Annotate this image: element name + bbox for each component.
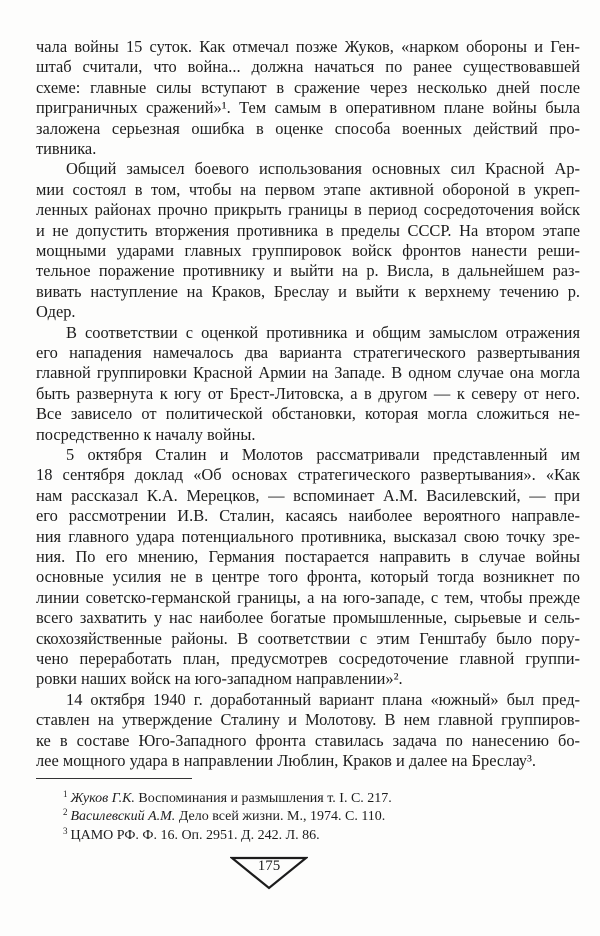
text-line: схеме: главные силы вступают в сражение через несколько дней после [36, 77, 580, 97]
footnote-text: ЦАМО РФ. Ф. 16. Оп. 2951. Д. 242. Л. 86. [70, 828, 320, 843]
text-line: скохозяйственные районы. В соответствии с этим Генштабу было пору- [36, 628, 580, 648]
text-line: мии состоял в том, чтобы на первом этапе активной обороной в укреп- [36, 179, 580, 199]
text-line: приграничных сражений»¹. Тем самым в оперативном плане войны была [36, 98, 580, 118]
text-line: В соответствии с оценкой противника и общим замыслом отражения [66, 322, 580, 342]
text-line: чала войны 15 суток. Как отмечал позже Жуков, «нарком обороны и Ген- [36, 37, 580, 56]
footnote-number: 1 [63, 789, 68, 799]
text-line: его нападения намечалось два варианта стратегического развертывания [36, 343, 580, 362]
text-line: его рассмотрении И.В. Сталин, касаясь наиболее вероятного направле- [36, 506, 580, 526]
text-line: ленных районах прочно прикрыть границы в период сосредоточения войск [36, 200, 580, 220]
text-line: тельное поражение противнику и выйти на р. Висла, в дальнейшем раз- [36, 261, 580, 281]
text-line: главной группировки Красной Армии на Западе. В одном случае она могла [36, 363, 580, 383]
footnote-text: Дело всей жизни. М., 1974. С. 110. [175, 809, 386, 824]
text-line: ровки наших войск на юго-западном направлении»². [36, 669, 403, 689]
footnote-text: Воспоминания и размышления т. I. С. 217. [134, 791, 392, 806]
text-line: 18 сентября доклад «Об основах стратегического развертывания». «Как [36, 465, 580, 485]
footnote-3 [63, 822, 320, 845]
text-line: линии советско-германской границы, а на юго-западе, с тем, чтобы прежде [36, 587, 580, 607]
text-line: ке в составе Юго-Западного фронта ставилась задача по нанесению бо- [36, 730, 580, 750]
text-line: основные усилия не в центре того фронта, который тогда возникнет по [36, 567, 580, 587]
footnote-divider [36, 778, 192, 779]
text-line: Все зависело от политической обстановки, которая могла сложиться не- [36, 404, 580, 424]
text-line: всего захватить у нас наиболее богатые промышленные, сырьевые и сель- [36, 608, 580, 628]
text-line: Общий замысел боевого использования основных сил Красной Ар- [66, 159, 580, 179]
text-line: лее мощного удара в направлении Люблин, Краков и далее на Бреслау³. [36, 751, 537, 770]
text-line: заложена серьезная ошибка в оценке способа военных действий про- [36, 118, 580, 138]
footnote-number: 2 [63, 807, 68, 817]
text-line: посредственно к началу войны. [36, 424, 256, 444]
page-number-badge [230, 856, 308, 890]
text-line: Одер. [36, 302, 76, 322]
footnote-author: Василевский А.М. [70, 809, 176, 824]
text-line: ния. По его мнению, Германия постарается направить в случае войны [36, 547, 580, 566]
text-line: штаб считали, что война... должна начаться по ранее существовавшей [36, 57, 580, 77]
text-line: 5 октября Сталин и Молотов рассматривали представленный им [66, 445, 580, 464]
text-line: мощными ударами главных группировок войск фронтов нанести реши- [36, 241, 580, 260]
text-line: чено переработать план, предусмотрев сосредоточение главной группи- [36, 649, 580, 668]
text-line: ния главного удара потенциального противника, высказал свою точку зре- [36, 526, 580, 546]
text-line: нам рассказал К.А. Мерецков, — вспоминает А.М. Василевский, — при [36, 485, 580, 505]
text-line: вивать наступление на Краков, Бреслау и выйти к верхнему течению р. [36, 281, 580, 301]
text-line: тивника. [36, 139, 97, 158]
text-line: ставлен на утверждение Сталину и Молотову. В нем главной группиров- [36, 710, 580, 730]
footnote-number: 3 [63, 826, 68, 836]
footnote-author: Жуков Г.К. [70, 791, 135, 806]
text-line: 14 октября 1940 г. доработанный вариант плана «южный» был пред- [66, 689, 580, 709]
page-number: 175 [257, 858, 281, 874]
text-line: и не допустить вторжения противника в пределы СССР. На втором этапе [36, 220, 580, 240]
text-line: быть развернута к югу от Брест-Литовска, а в другом — к северу от него. [36, 383, 580, 403]
